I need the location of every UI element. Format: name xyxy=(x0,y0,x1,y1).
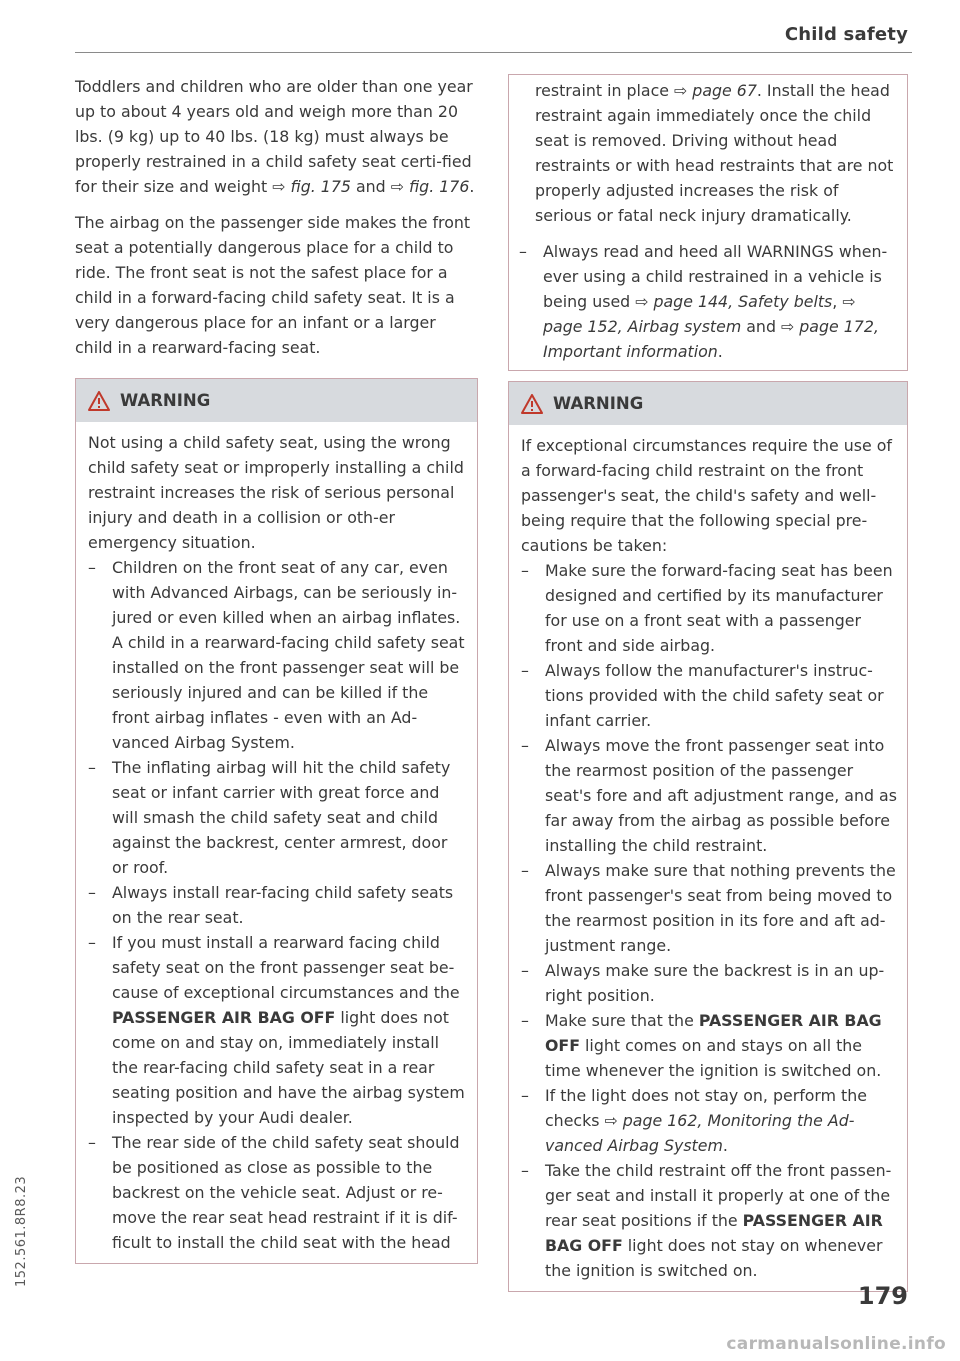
warning-list xyxy=(88,555,467,1255)
warning-label: WARNING xyxy=(120,391,211,410)
list-item: – The rear side of the child safety seat should be positioned as close as possible to the backrest on the vehicle seat. Adjust or re-move the rear seat head restraint if it is dif-ficult to install the child seat with the head xyxy=(88,1130,467,1255)
toddlers-paragraph xyxy=(75,74,478,199)
list-item xyxy=(521,1008,897,1083)
text: If you must install a rearward facing child safety seat on the front passenger seat be-cause of exceptional circumstances and the xyxy=(112,933,460,1002)
list-item: – Always install rear-facing child safety seats on the rear seat. xyxy=(88,880,467,930)
airbag-off-label: PASSENGER AIR BAG OFF xyxy=(545,1011,882,1055)
list-item: – Always follow the manufacturer's instruc-tions provided with the child safety seat or infant carrier. xyxy=(521,658,897,733)
warning-intro: Not using a child safety seat, using the wrong child safety seat or improperly installing a child restraint increases the risk of serious personal injury and death in a collision or oth-er emergency situation. xyxy=(88,433,464,552)
page-67-reference[interactable]: ⇨ page 67 xyxy=(674,81,757,100)
page-152-reference[interactable]: ⇨ page 152, Airbag system xyxy=(543,292,856,336)
watermark: carmanualsonline.info xyxy=(726,1334,946,1354)
text: light comes on and stays on all the time whenever the ignition is switched on. xyxy=(545,1036,882,1080)
list-item: – Make sure the forward-facing seat has been designed and certified by its manufacturer for use on a front seat with a passenger front and side airbag. xyxy=(521,558,897,658)
warning-label: WARNING xyxy=(553,394,644,413)
text: Make sure that the xyxy=(545,1011,699,1030)
text: Always read and heed all WARNINGS when-ever using a child restrained in a vehicle is being used xyxy=(543,242,888,311)
warning-header xyxy=(509,382,907,425)
list-item xyxy=(519,239,897,364)
list-item: – Always make sure the backrest is in an up-right position. xyxy=(521,958,897,1008)
warning-intro: If exceptional circumstances require the use of a forward-facing child restraint on the front passenger's seat, the child's safety and well-being require that the following special pre-cautions be taken: xyxy=(521,436,892,555)
text: light does not stay on whenever the ignition is switched on. xyxy=(545,1236,883,1280)
warning-box-left xyxy=(75,378,478,1264)
warning-list xyxy=(521,558,897,1283)
airbag-paragraph: The airbag on the passenger side makes the front seat a potentially dangerous place for a child to ride. The front seat is not the safest place for a child in a forward-facing child safety seat. It is a very dangerous place for an infant or a larger child in a rearward-facing seat. xyxy=(75,213,471,357)
header-divider xyxy=(75,52,912,53)
text: Take the child restraint off the front passen-ger seat and install it properly at one of the rear seat positions if the xyxy=(545,1161,892,1230)
list-item xyxy=(88,930,467,1130)
airbag-off-label: PASSENGER AIR BAG OFF xyxy=(545,1211,883,1255)
text: Toddlers and children who are older than one year up to about 4 years old and weigh more than 20 lbs. (9 kg) up to 40 lbs. (18 kg) must always be properly restrained in a child safety seat certi-fied for their size and weight xyxy=(75,77,473,196)
list-item xyxy=(521,1158,897,1283)
warning-header xyxy=(76,379,477,422)
text: restraint in place xyxy=(535,81,675,100)
text: If the light does not stay on, perform the checks xyxy=(545,1086,867,1130)
list-item: – The inflating airbag will hit the child safety seat or infant carrier with great force and will smash the child safety seat and child against the backrest, center armrest, door or roof. xyxy=(88,755,467,880)
airbag-off-label: PASSENGER AIR BAG OFF xyxy=(112,1008,336,1027)
fig-176-reference[interactable]: ⇨ fig. 176 xyxy=(390,177,470,196)
page-header-title: Child safety xyxy=(784,24,908,45)
warning-body xyxy=(509,425,907,1291)
warning-triangle-icon xyxy=(88,391,110,411)
right-column xyxy=(508,74,908,1292)
text: . Install the head restraint again immediately once the child seat is removed. Driving without head restraints or with head restraints that are not properly adjusted increases the risk of serious or fatal neck injury dramatically. xyxy=(535,81,894,225)
continuation-list xyxy=(519,239,897,364)
text: and xyxy=(350,177,391,196)
document-code: 152.561.8R8.23 xyxy=(14,1175,29,1287)
text: , xyxy=(832,292,843,311)
page-172-reference[interactable]: ⇨ page 172, Important information xyxy=(543,317,879,361)
warning-continuation-box xyxy=(508,74,908,371)
list-item: – Always make sure that nothing prevents the front passenger's seat from being moved to the rearmost position in its fore and aft ad-justment range. xyxy=(521,858,897,958)
list-item xyxy=(521,1083,897,1158)
left-column xyxy=(75,74,478,1264)
page-number: 179 xyxy=(857,1282,908,1310)
head-restraint-text xyxy=(535,78,897,228)
list-item: – Children on the front seat of any car, even with Advanced Airbags, can be seriously in-jured or even killed when an airbag inflates. A child in a rearward-facing child safety seat installed on the front passenger seat will be seriously injured and can be killed if the front airbag inflates - even with an Ad-vanced Airbag System. xyxy=(88,555,467,755)
warning-triangle-icon xyxy=(521,394,543,414)
text: . xyxy=(717,342,723,361)
text: . xyxy=(469,177,475,196)
text: and xyxy=(741,317,781,336)
warning-continuation-body xyxy=(509,75,907,370)
warning-body xyxy=(76,422,477,1263)
warning-box-right xyxy=(508,381,908,1292)
page-144-reference[interactable]: ⇨ page 144, Safety belts xyxy=(635,292,833,311)
page-162-reference[interactable]: ⇨ page 162, Monitoring the Ad-vanced Airbag System xyxy=(545,1111,855,1155)
text: light does not come on and stay on, immediately install the rear-facing child safety seat in a rear seating position and have the airbag system inspected by your Audi dealer. xyxy=(112,1008,465,1127)
list-item: – Always move the front passenger seat into the rearmost position of the passenger seat's fore and aft adjustment range, and as far away from the airbag as possible before installing the child restraint. xyxy=(521,733,897,858)
text: . xyxy=(722,1136,728,1155)
fig-175-reference[interactable]: ⇨ fig. 175 xyxy=(272,177,351,196)
